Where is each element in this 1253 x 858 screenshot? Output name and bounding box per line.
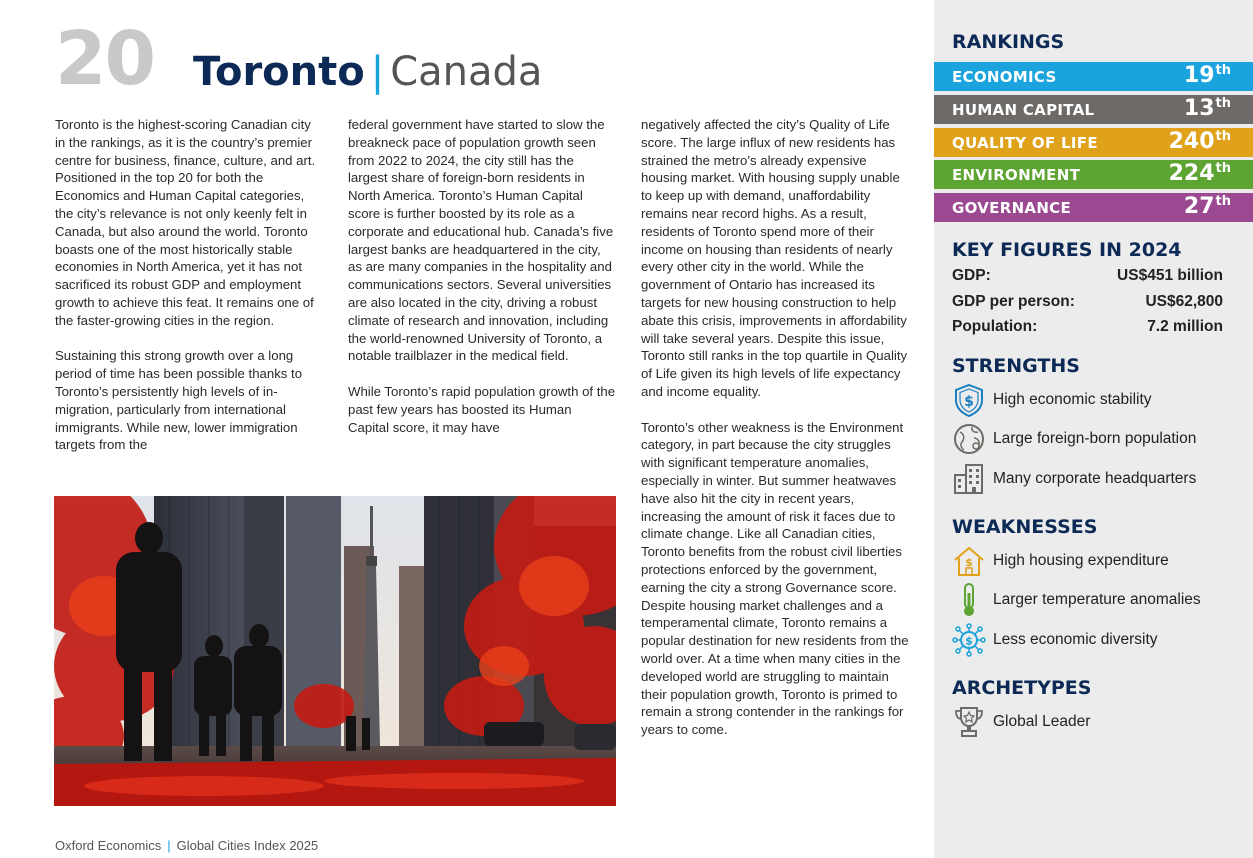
footer bbox=[55, 838, 318, 853]
footer-publication: Global Cities Index 2025 bbox=[176, 838, 319, 853]
weakness-item bbox=[952, 544, 1247, 578]
house-dollar-icon bbox=[952, 544, 986, 578]
archetype-item bbox=[952, 705, 1247, 739]
weakness-text: Larger temperature anomalies bbox=[993, 591, 1201, 608]
text-column-2 bbox=[348, 116, 616, 454]
ranking-value: 27th bbox=[1183, 194, 1231, 219]
svg-text:$: $ bbox=[965, 556, 973, 569]
paragraph: negatively affected the city’s Quality of Life score. The large influx of new residents has strained the metro’s already expensive housing market. With housing supply unable to keep up with demand, unaffordability remains near record highs. As a result, residents of Toronto spend more of their income on housing than residents of nearly every other city in the world. While the government of Ontario has increased its targets for new housing construction to help abate this crisis, improvements in affordability will take several years. Despite this issue, Toronto still ranks in the top quartile in Quality of Life given its high levels of life expectancy and income equality. bbox=[641, 117, 908, 399]
ranking-label: ENVIRONMENT bbox=[952, 166, 1081, 184]
ranking-human-capital bbox=[934, 95, 1253, 124]
strength-text: High economic stability bbox=[993, 391, 1152, 408]
paragraph: Sustaining this strong growth over a long period of time has been possible thanks to Toronto’s persistently high levels of in-migration, particularly from international immigrants. While new, lower immigration targets from the bbox=[55, 348, 303, 453]
globe-people-icon bbox=[952, 422, 986, 456]
paragraph: federal government have started to slow the breakneck pace of population growth seen from 2022 to 2024, the city still has the largest share of foreign-born residents in North America. Toronto’s Human Capital score is further boosted by its role as a corporate and educational hub. Canada’s five largest banks are headquartered in the city, as are many companies in the hospitality and communications sectors. Several universities are also located in the city, driving a robust climate of research and innovation, including the world-renowned University of Toronto, a notable trailblazer in the medical field. bbox=[348, 117, 614, 364]
ranking-value: 13th bbox=[1183, 96, 1231, 121]
key-figures-heading: KEY FIGURES IN 2024 bbox=[952, 239, 1182, 261]
strengths-heading: STRENGTHS bbox=[952, 355, 1080, 377]
strength-text: Many corporate headquarters bbox=[993, 470, 1197, 487]
weakness-item bbox=[952, 623, 1247, 657]
weakness-text: Less economic diversity bbox=[993, 631, 1158, 648]
weakness-text: High housing expenditure bbox=[993, 552, 1169, 569]
ranking-value: 240th bbox=[1168, 129, 1231, 154]
sidebar bbox=[934, 0, 1253, 858]
ranking-quality-of-life bbox=[934, 128, 1253, 157]
ranking-label: GOVERNANCE bbox=[952, 199, 1072, 217]
footer-separator: | bbox=[167, 838, 171, 853]
rankings-heading: RANKINGS bbox=[952, 31, 1065, 53]
svg-text:$: $ bbox=[964, 394, 974, 410]
ranking-label: ECONOMICS bbox=[952, 68, 1057, 86]
country-name: Canada bbox=[390, 49, 543, 95]
ranking-governance bbox=[934, 193, 1253, 222]
text-column-1 bbox=[55, 116, 323, 472]
footer-publisher: Oxford Economics bbox=[55, 838, 162, 853]
svg-text:$: $ bbox=[965, 634, 973, 648]
key-figure-label: GDP: bbox=[952, 267, 991, 284]
strength-item bbox=[952, 383, 1247, 417]
archetypes-heading: ARCHETYPES bbox=[952, 677, 1092, 699]
thermometer-icon bbox=[952, 583, 986, 617]
paragraph: Toronto is the highest-scoring Canadian city in the rankings, as it is the country’s premier centre for business, finance, culture, and art. Positioned in the top 20 for both the Economics and Human Capital categories, the city’s relevance is not only keenly felt in Canada, but also around the world. Toronto boasts one of the most historically stable economies in North America, yet it has not sacrificed its robust GDP and employment growth to achieve this feat. It remains one of the faster-growing cities in the region. bbox=[55, 117, 316, 328]
shield-dollar-icon bbox=[952, 383, 986, 417]
city-name: Toronto bbox=[193, 49, 365, 95]
paragraph: Toronto’s other weakness is the Environment category, in part because the city struggles with significant temperature anomalies, especially in winter. But summer heatwaves have also hit the city in recent years, increasing the amount of risk it faces due to climate change. Like all Canadian cities, Toronto benefits from the robust civil liberties protections enforced by the government, earning the city a strong Governance score. Despite housing market challenges and a temperamental climate, Toronto remains a popular destination for new residents from the world over. At a time when many cities in the developed world are struggling to maintain their population growth, Toronto is primed to remain a strong contender in the rankings for years to come. bbox=[641, 419, 909, 738]
paragraph: While Toronto’s rapid population growth of the past few years has boosted its Human Capital score, it may have bbox=[348, 383, 616, 435]
office-building-icon bbox=[952, 462, 986, 496]
ranking-value: 19th bbox=[1183, 63, 1231, 88]
key-figure-value: US$62,800 bbox=[1145, 293, 1223, 310]
key-figure-label: Population: bbox=[952, 318, 1038, 335]
archetype-text: Global Leader bbox=[993, 713, 1091, 730]
dollar-network-icon bbox=[952, 623, 986, 657]
trophy-icon bbox=[952, 705, 986, 739]
key-figure-value: 7.2 million bbox=[1147, 318, 1223, 335]
ranking-value: 224th bbox=[1168, 161, 1231, 186]
strength-item bbox=[952, 422, 1247, 456]
page-title bbox=[193, 49, 543, 95]
city-rank-number: 20 bbox=[55, 16, 154, 102]
key-figure-value: US$451 billion bbox=[1117, 267, 1223, 284]
ranking-label: HUMAN CAPITAL bbox=[952, 101, 1095, 119]
weakness-item bbox=[952, 583, 1247, 617]
ranking-environment bbox=[934, 160, 1253, 189]
key-figure-label: GDP per person: bbox=[952, 293, 1075, 310]
title-separator: | bbox=[370, 49, 385, 95]
ranking-label: QUALITY OF LIFE bbox=[952, 134, 1098, 152]
toronto-street-photo bbox=[54, 496, 616, 806]
strength-item bbox=[952, 462, 1247, 496]
ranking-economics bbox=[934, 62, 1253, 91]
strength-text: Large foreign-born population bbox=[993, 430, 1197, 447]
text-column-3 bbox=[641, 116, 913, 757]
weaknesses-heading: WEAKNESSES bbox=[952, 516, 1098, 538]
